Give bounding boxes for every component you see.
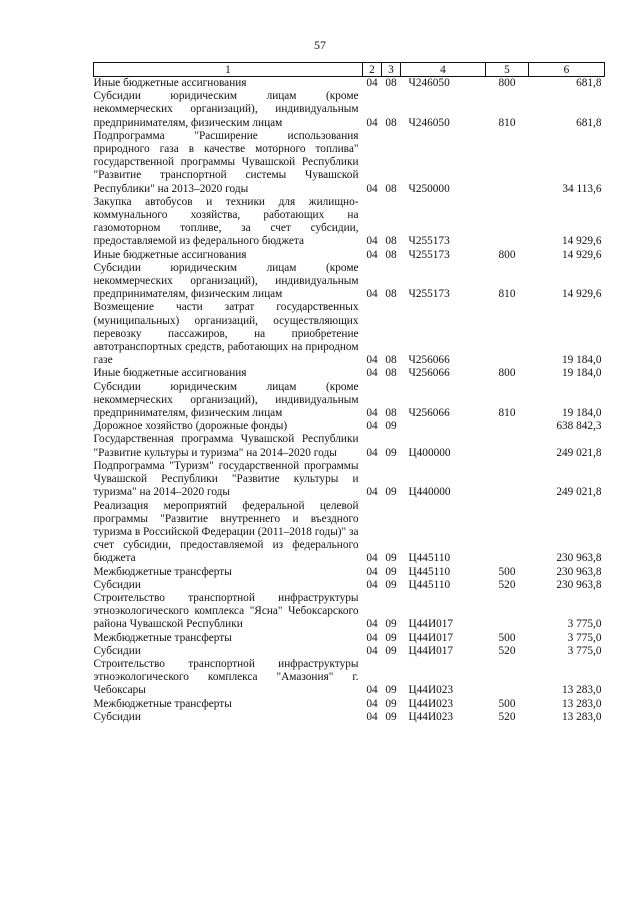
row-amount: 230 963,8	[556, 578, 602, 591]
row-description: Субсидии юридическим лицам (кроме некоммерческих организаций), индивидуальным предпринимателям, физическим лицам	[93, 261, 359, 301]
row-expense-type: 810	[498, 116, 516, 129]
row-target-code: Ц44И017	[408, 618, 454, 631]
row-section: 04	[366, 565, 378, 578]
row-target-code: Ч256066	[408, 367, 450, 380]
row-section: 04	[366, 486, 378, 499]
table-row	[94, 367, 605, 380]
row-section: 04	[366, 420, 378, 433]
row-description: Межбюджетные трансферты	[93, 565, 232, 578]
row-amount: 19 184,0	[561, 367, 602, 380]
row-section: 04	[366, 367, 378, 380]
row-description: Межбюджетные трансферты	[93, 697, 232, 710]
table-row	[94, 196, 605, 249]
row-expense-type	[486, 592, 529, 632]
table-row	[94, 698, 605, 711]
row-amount: 34 113,6	[562, 182, 602, 195]
row-expense-type: 800	[498, 77, 516, 89]
row-description: Субсидии	[93, 578, 141, 591]
row-amount: 3 775,0	[567, 631, 602, 644]
row-target-code: Ч256066	[408, 407, 450, 420]
row-amount: 13 283,0	[561, 710, 602, 723]
row-expense-type: 800	[498, 367, 516, 380]
row-target-code: Ц440000	[408, 486, 451, 499]
row-section: 04	[366, 684, 378, 697]
row-target-code: Ч255173	[408, 248, 450, 261]
row-expense-type: 500	[498, 565, 516, 578]
row-expense-type	[486, 500, 529, 566]
row-description: Строительство транспортной инфраструктуры этноэкологического комплекса "Амазония" г. Чебоксары	[93, 657, 359, 697]
row-expense-type: 500	[498, 631, 516, 644]
row-section: 04	[366, 182, 378, 195]
row-target-code: Ч246050	[408, 116, 450, 129]
row-amount: 681,8	[576, 116, 602, 129]
table-row	[94, 433, 605, 459]
row-section: 04	[366, 631, 378, 644]
row-section: 04	[366, 288, 378, 301]
row-subsection: 09	[385, 697, 397, 710]
row-expense-type	[486, 301, 529, 367]
table-row	[94, 130, 605, 196]
row-expense-type: 520	[498, 644, 516, 657]
row-subsection: 08	[385, 354, 397, 367]
table-row	[94, 77, 605, 91]
row-subsection: 09	[385, 684, 397, 697]
row-amount: 230 963,8	[556, 552, 602, 565]
row-subsection: 08	[385, 367, 397, 380]
row-description: Субсидии	[93, 710, 141, 723]
row-subsection: 09	[385, 552, 397, 565]
row-subsection: 08	[385, 248, 397, 261]
row-amount: 14 929,6	[561, 288, 602, 301]
row-description: Иные бюджетные ассигнования	[93, 248, 247, 261]
row-amount: 13 283,0	[561, 684, 602, 697]
row-section: 04	[366, 235, 378, 248]
row-section: 04	[366, 354, 378, 367]
row-expense-type	[486, 433, 529, 459]
row-description: Реализация мероприятий федеральной целевой программы "Развитие внутреннего и въездного туризма в Российской Федерации (2011–2018 годы)" за счет субсидии, предоставляемой из федерального бюджета	[93, 499, 359, 565]
row-target-code: Ч256066	[408, 354, 450, 367]
row-target-code: Ч255173	[408, 235, 450, 248]
row-expense-type	[486, 658, 529, 698]
row-subsection: 09	[385, 578, 397, 591]
row-expense-type: 810	[498, 288, 516, 301]
table-row	[94, 460, 605, 500]
table-row	[94, 566, 605, 579]
row-target-code: Ч255173	[408, 288, 450, 301]
row-amount: 681,8	[576, 77, 602, 89]
row-subsection: 09	[385, 446, 397, 459]
row-amount: 19 184,0	[561, 407, 602, 420]
row-subsection: 09	[385, 565, 397, 578]
row-target-code: Ц44И017	[408, 631, 454, 644]
table-row	[94, 301, 605, 367]
row-subsection: 08	[385, 288, 397, 301]
row-target-code: Ч246050	[408, 77, 450, 89]
column-header: 2	[363, 63, 382, 77]
row-target-code: Ц445110	[408, 565, 451, 578]
row-expense-type: 520	[498, 578, 516, 591]
row-subsection: 08	[385, 407, 397, 420]
table-row	[94, 262, 605, 302]
row-expense-type	[486, 130, 529, 196]
row-description: Строительство транспортной инфраструктуры этноэкологического комплекса "Ясна" Чебоксарского района Чувашской Республики	[93, 591, 359, 631]
table-row	[94, 420, 605, 433]
table-body	[94, 77, 605, 724]
row-expense-type: 520	[498, 710, 516, 723]
row-section: 04	[366, 446, 378, 459]
row-section: 04	[366, 644, 378, 657]
row-amount: 249 021,8	[556, 486, 602, 499]
column-header: 1	[94, 63, 363, 77]
row-description: Дорожное хозяйство (дорожные фонды)	[93, 420, 288, 433]
row-description: Подпрограмма "Расширение использования природного газа в качестве моторного топлива" государственной программы Чувашской Республики "Развитие транспортной системы Чувашской Республики" на 2013–2020 годы	[93, 129, 359, 195]
row-amount: 249 021,8	[556, 446, 602, 459]
row-section: 04	[366, 710, 378, 723]
table-row	[94, 632, 605, 645]
row-amount: 638 842,3	[556, 420, 602, 433]
row-description: Возмещение части затрат государственных (муниципальных) организаций, осуществляющих перевозку пассажиров, на приобретение автотранспортных средств, работающих на природном газе	[93, 301, 359, 367]
row-amount: 3 775,0	[567, 618, 602, 631]
table-row	[94, 249, 605, 262]
row-section: 04	[366, 407, 378, 420]
row-subsection: 09	[385, 618, 397, 631]
row-amount: 13 283,0	[561, 697, 602, 710]
row-description: Субсидии юридическим лицам (кроме некоммерческих организаций), индивидуальным предпринимателям, физическим лицам	[93, 380, 359, 420]
row-amount: 14 929,6	[561, 235, 602, 248]
row-amount: 14 929,6	[561, 248, 602, 261]
table-header-row	[94, 63, 605, 77]
row-section: 04	[366, 578, 378, 591]
row-description: Субсидии	[93, 644, 141, 657]
row-description: Закупка автобусов и техники для жилищно-коммунального хозяйства, работающих на газомоторном топливе, за счет субсидии, предоставляемой из федерального бюджета	[93, 195, 359, 248]
row-section: 04	[366, 248, 378, 261]
row-amount: 3 775,0	[567, 644, 602, 657]
table-row	[94, 658, 605, 698]
row-subsection: 09	[385, 420, 397, 433]
row-subsection: 08	[385, 235, 397, 248]
table-row	[94, 592, 605, 632]
row-subsection: 08	[385, 182, 397, 195]
row-target-code: Ц44И017	[408, 644, 454, 657]
row-target-code: Ц445110	[408, 552, 451, 565]
row-subsection: 09	[385, 710, 397, 723]
row-description: Иные бюджетные ассигнования	[93, 77, 247, 89]
table-row	[94, 645, 605, 658]
column-header: 5	[486, 63, 529, 77]
column-header: 4	[401, 63, 486, 77]
row-subsection: 09	[385, 486, 397, 499]
table-row	[94, 500, 605, 566]
row-expense-type	[486, 460, 529, 500]
row-description: Подпрограмма "Туризм" государственной программы Чувашской Республики "Развитие культуры и туризма" на 2014–2020 годы	[93, 459, 359, 499]
row-expense-type: 500	[498, 697, 516, 710]
row-amount: 19 184,0	[561, 354, 602, 367]
row-target-code: Ц44И023	[408, 684, 454, 697]
row-target-code: Ц44И023	[408, 697, 454, 710]
row-subsection: 09	[385, 644, 397, 657]
table-row	[94, 90, 605, 130]
row-description: Межбюджетные трансферты	[93, 631, 232, 644]
budget-table	[93, 62, 605, 724]
row-description: Государственная программа Чувашской Республики "Развитие культуры и туризма" на 2014–2020 годы	[93, 433, 359, 459]
column-header: 3	[382, 63, 401, 77]
row-section: 04	[366, 552, 378, 565]
row-expense-type	[486, 196, 529, 249]
row-expense-type	[486, 420, 529, 433]
row-target-code: Ц445110	[408, 578, 451, 591]
row-description: Иные бюджетные ассигнования	[93, 367, 247, 380]
row-target-code	[401, 420, 486, 433]
row-subsection: 08	[385, 77, 397, 89]
page-number: 57	[314, 38, 326, 52]
row-section: 04	[366, 618, 378, 631]
row-section: 04	[366, 697, 378, 710]
table-row	[94, 711, 605, 724]
column-header: 6	[529, 63, 605, 77]
row-subsection: 09	[385, 631, 397, 644]
row-target-code: Ц44И023	[408, 710, 454, 723]
table-row	[94, 579, 605, 592]
row-section: 04	[366, 77, 378, 89]
row-description: Субсидии юридическим лицам (кроме некоммерческих организаций), индивидуальным предпринимателям, физическим лицам	[93, 90, 359, 129]
row-amount: 230 963,8	[556, 565, 602, 578]
row-expense-type: 800	[498, 248, 516, 261]
row-subsection: 08	[385, 116, 397, 129]
row-target-code: Ч250000	[408, 182, 450, 195]
row-expense-type: 810	[498, 407, 516, 420]
table-row	[94, 381, 605, 421]
row-section: 04	[366, 116, 378, 129]
row-target-code: Ц400000	[408, 446, 451, 459]
